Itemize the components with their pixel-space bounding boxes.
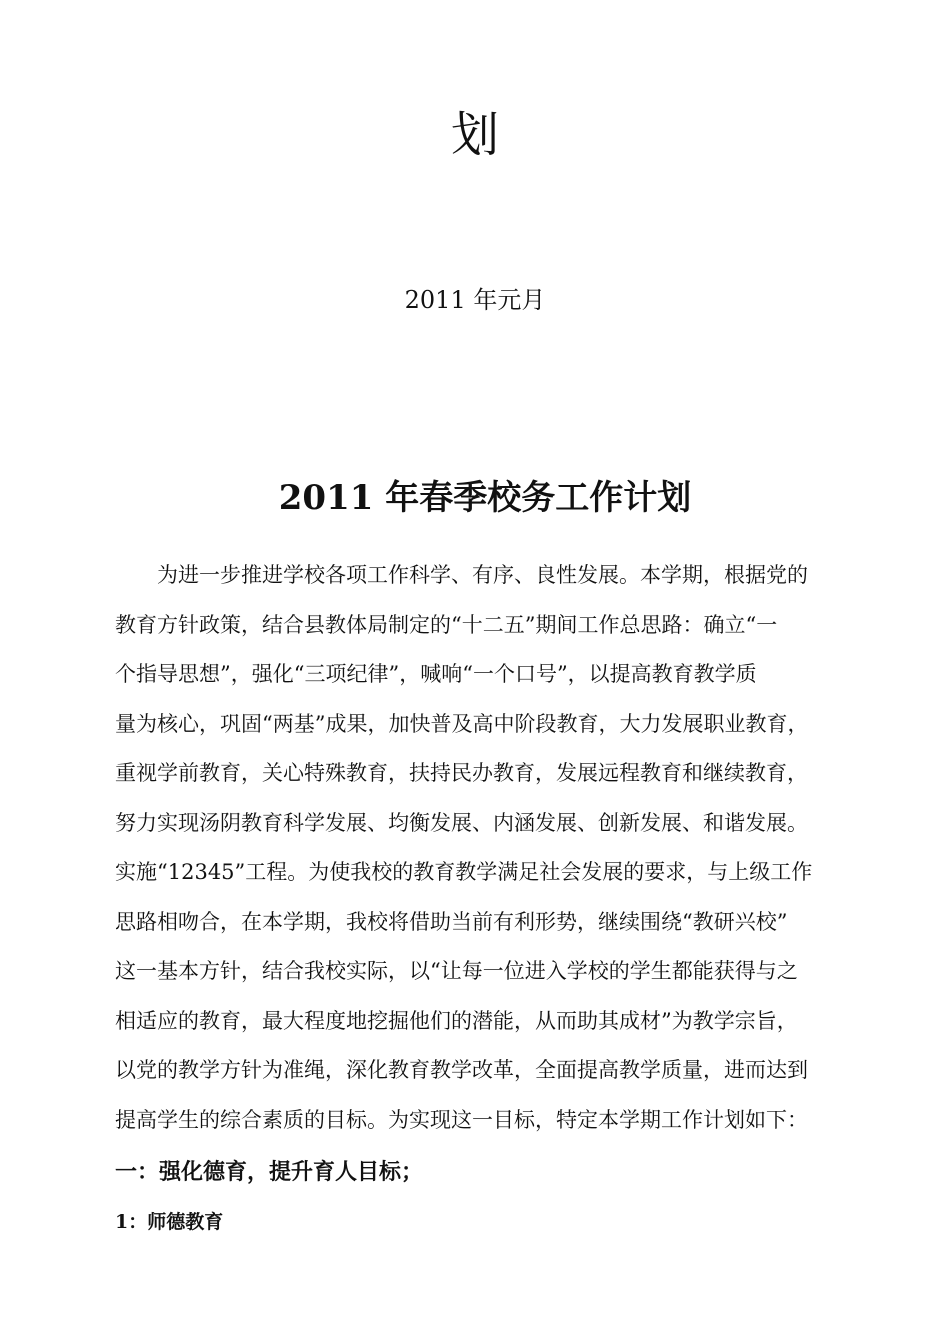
paragraph-line: 实施“12345”工程。为使我校的教育教学满足社会发展的要求，与上级工作 <box>115 860 813 884</box>
paragraph-line: 这一基本方针，结合我校实际，以“让每一位进入学校的学生都能获得与之 <box>115 959 798 983</box>
paragraph-line: 相适应的教育，最大程度地挖掘他们的潜能，从而助其成材”为教学宗旨， <box>115 1008 798 1033</box>
paragraph-line: 教育方针政策，结合县教体局制定的“十二五”期间工作总思路：确立“一 <box>115 612 778 637</box>
paragraph-line: 以党的教学方针为准绳，深化教育教学改革，全面提高教学质量，进而达到 <box>115 1058 808 1082</box>
body-paragraph <box>115 556 895 1150</box>
paragraph-line: 思路相吻合，在本学期，我校将借助当前有利形势，继续围绕“教研兴校” <box>115 909 788 934</box>
paragraph-line: 提高学生的综合素质的目标。为实现这一目标，特定本学期工作计划如下： <box>115 1107 808 1132</box>
cover-title-char: 划 <box>450 107 499 163</box>
paragraph-line: 量为核心，巩固“两基”成果，加快普及高中阶段教育，大力发展职业教育， <box>115 711 809 736</box>
cover-date: 2011 年元月 <box>404 286 546 314</box>
section-heading: 一：强化德育，提升育人目标； <box>115 1159 424 1185</box>
subsection-heading: 1：师德教育 <box>115 1211 224 1233</box>
paragraph-line: 努力实现汤阴教育科学发展、均衡发展、内涵发展、创新发展、和谐发展。 <box>115 810 808 835</box>
document-title: 2011 年春季校务工作计划 <box>278 478 692 518</box>
paragraph-line: 个指导思想”，强化“三项纪律”，喊响“一个口号”，以提高教育教学质 <box>115 662 757 686</box>
paragraph-line: 重视学前教育，关心特殊教育，扶持民办教育，发展远程教育和继续教育， <box>115 761 808 785</box>
paragraph-line: 为进一步推进学校各项工作科学、有序、良性发展。本学期，根据党的 <box>157 563 808 587</box>
